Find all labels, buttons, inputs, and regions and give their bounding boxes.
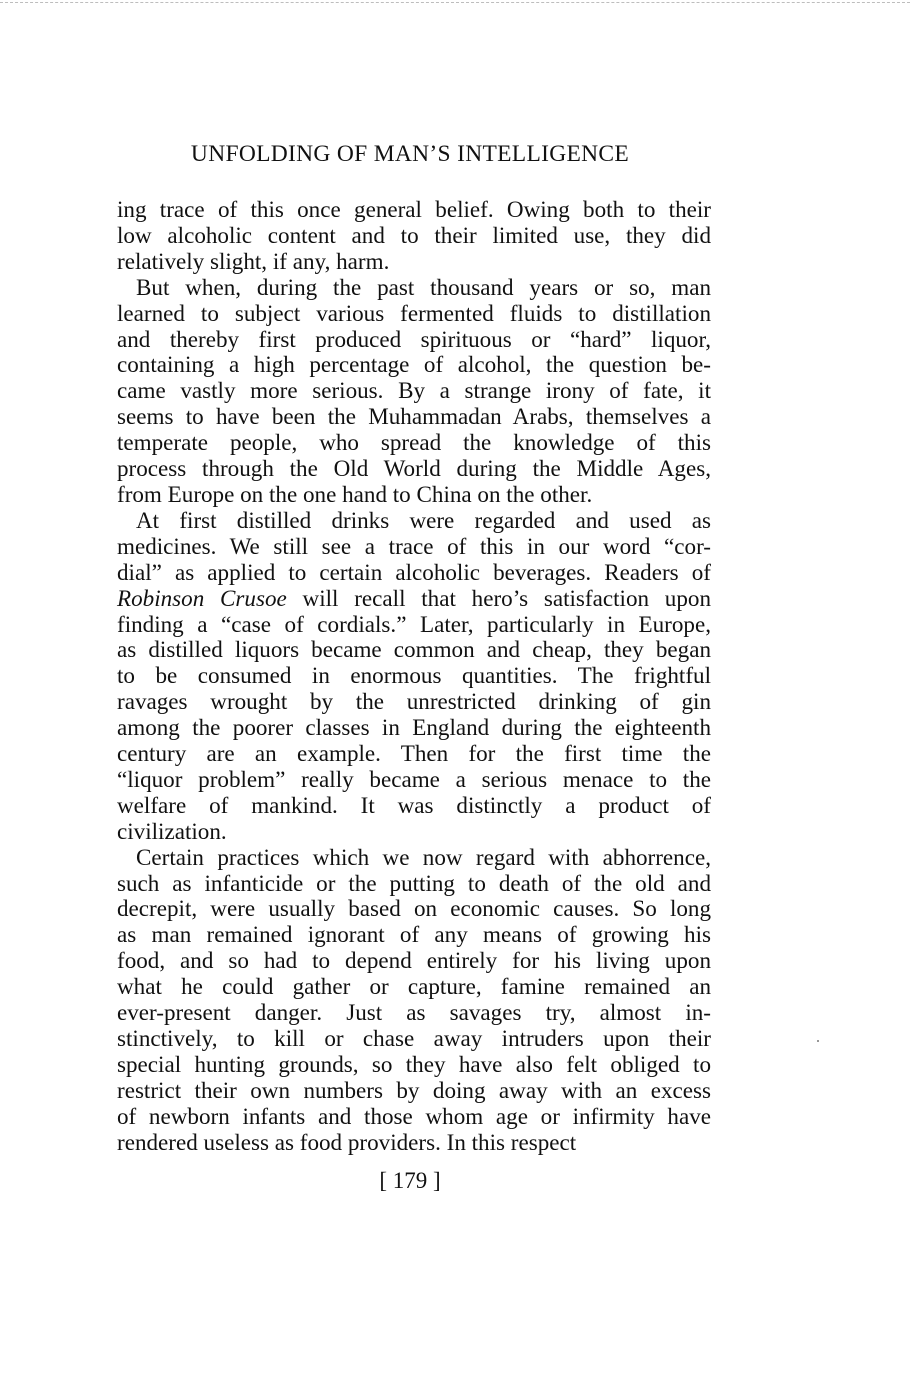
text-line: relatively slight, if any, harm. <box>117 247 390 274</box>
text-line: Certain practices which we now regard with abhorrence, <box>136 843 711 870</box>
text-line: medicines. We still see a trace of this in our word “cor- <box>117 532 711 559</box>
text-line: civilization. <box>117 817 227 844</box>
text-line: dial” as applied to certain alcoholic beverages. Readers of <box>117 558 711 585</box>
text-line: restrict their own numbers by doing away with an excess <box>117 1076 711 1103</box>
text-line: as man remained ignorant of any means of growing his <box>117 921 711 948</box>
text-line: century are an example. Then for the first time the <box>117 740 711 767</box>
text-line: what he could gather or capture, famine remained an <box>117 973 711 1000</box>
text-line: temperate people, who spread the knowledge of this <box>117 429 711 456</box>
text-line: ever-present danger. Just as savages try, almost in- <box>117 999 711 1026</box>
text-line: learned to subject various fermented fluids to distillation <box>117 299 711 326</box>
scan-speck <box>817 1040 819 1042</box>
text-line: ravages wrought by the unrestricted drinking of gin <box>117 688 711 715</box>
text-line: food, and so had to depend entirely for his living upon <box>117 947 711 974</box>
body-text <box>117 197 711 1156</box>
text-line: from Europe on the one hand to China on the other. <box>117 480 593 507</box>
text-line: ing trace of this once general belief. Owing both to their <box>117 196 711 222</box>
text-line: Robinson Crusoe will recall that hero’s satisfaction upon <box>117 584 711 611</box>
paragraph <box>117 508 711 845</box>
text-line: of newborn infants and those whom age or infirmity have <box>117 1102 711 1129</box>
text-line: among the poorer classes in England during the eighteenth <box>117 714 711 741</box>
text-line: as distilled liquors became common and cheap, they began <box>117 636 711 663</box>
paragraph <box>117 275 711 508</box>
running-head: UNFOLDING OF MAN’S INTELLIGENCE <box>190 141 630 167</box>
paragraph <box>117 845 711 1156</box>
text-line: decrepit, were usually based on economic causes. So long <box>117 895 711 922</box>
page-number: [ 179 ] <box>379 1168 441 1193</box>
scan-edge-rule <box>0 2 910 3</box>
text-line: stinctively, to kill or chase away intruders upon their <box>117 1025 711 1051</box>
text-line: such as infanticide or the putting to death of the old and <box>117 869 711 896</box>
text-line: special hunting grounds, so they have also felt obliged to <box>117 1050 711 1077</box>
text-line: seems to have been the Muhammadan Arabs, themselves a <box>117 403 711 430</box>
text-line: But when, during the past thousand years or so, man <box>136 273 711 300</box>
text-line: “liquor problem” really became a serious menace to the <box>117 765 711 792</box>
text-line: process through the Old World during the Middle Ages, <box>117 455 711 482</box>
text-line: and thereby first produced spirituous or “hard” liquor, <box>117 325 711 352</box>
paragraph <box>117 197 711 275</box>
text-line: to be consumed in enormous quantities. The frightful <box>117 662 711 689</box>
text-line: finding a “case of cordials.” Later, particularly in Europe, <box>117 610 711 637</box>
text-line: rendered useless as food providers. In this respect <box>117 1128 577 1155</box>
text-line: At first distilled drinks were regarded and used as <box>136 506 711 533</box>
italic-title: Robinson Crusoe <box>117 584 287 611</box>
text-line: low alcoholic content and to their limited use, they did <box>117 221 711 248</box>
text-line: welfare of mankind. It was distinctly a product of <box>117 791 711 818</box>
text-line: came vastly more serious. By a strange irony of fate, it <box>117 377 711 404</box>
text-line: containing a high percentage of alcohol, the question be- <box>117 351 711 378</box>
